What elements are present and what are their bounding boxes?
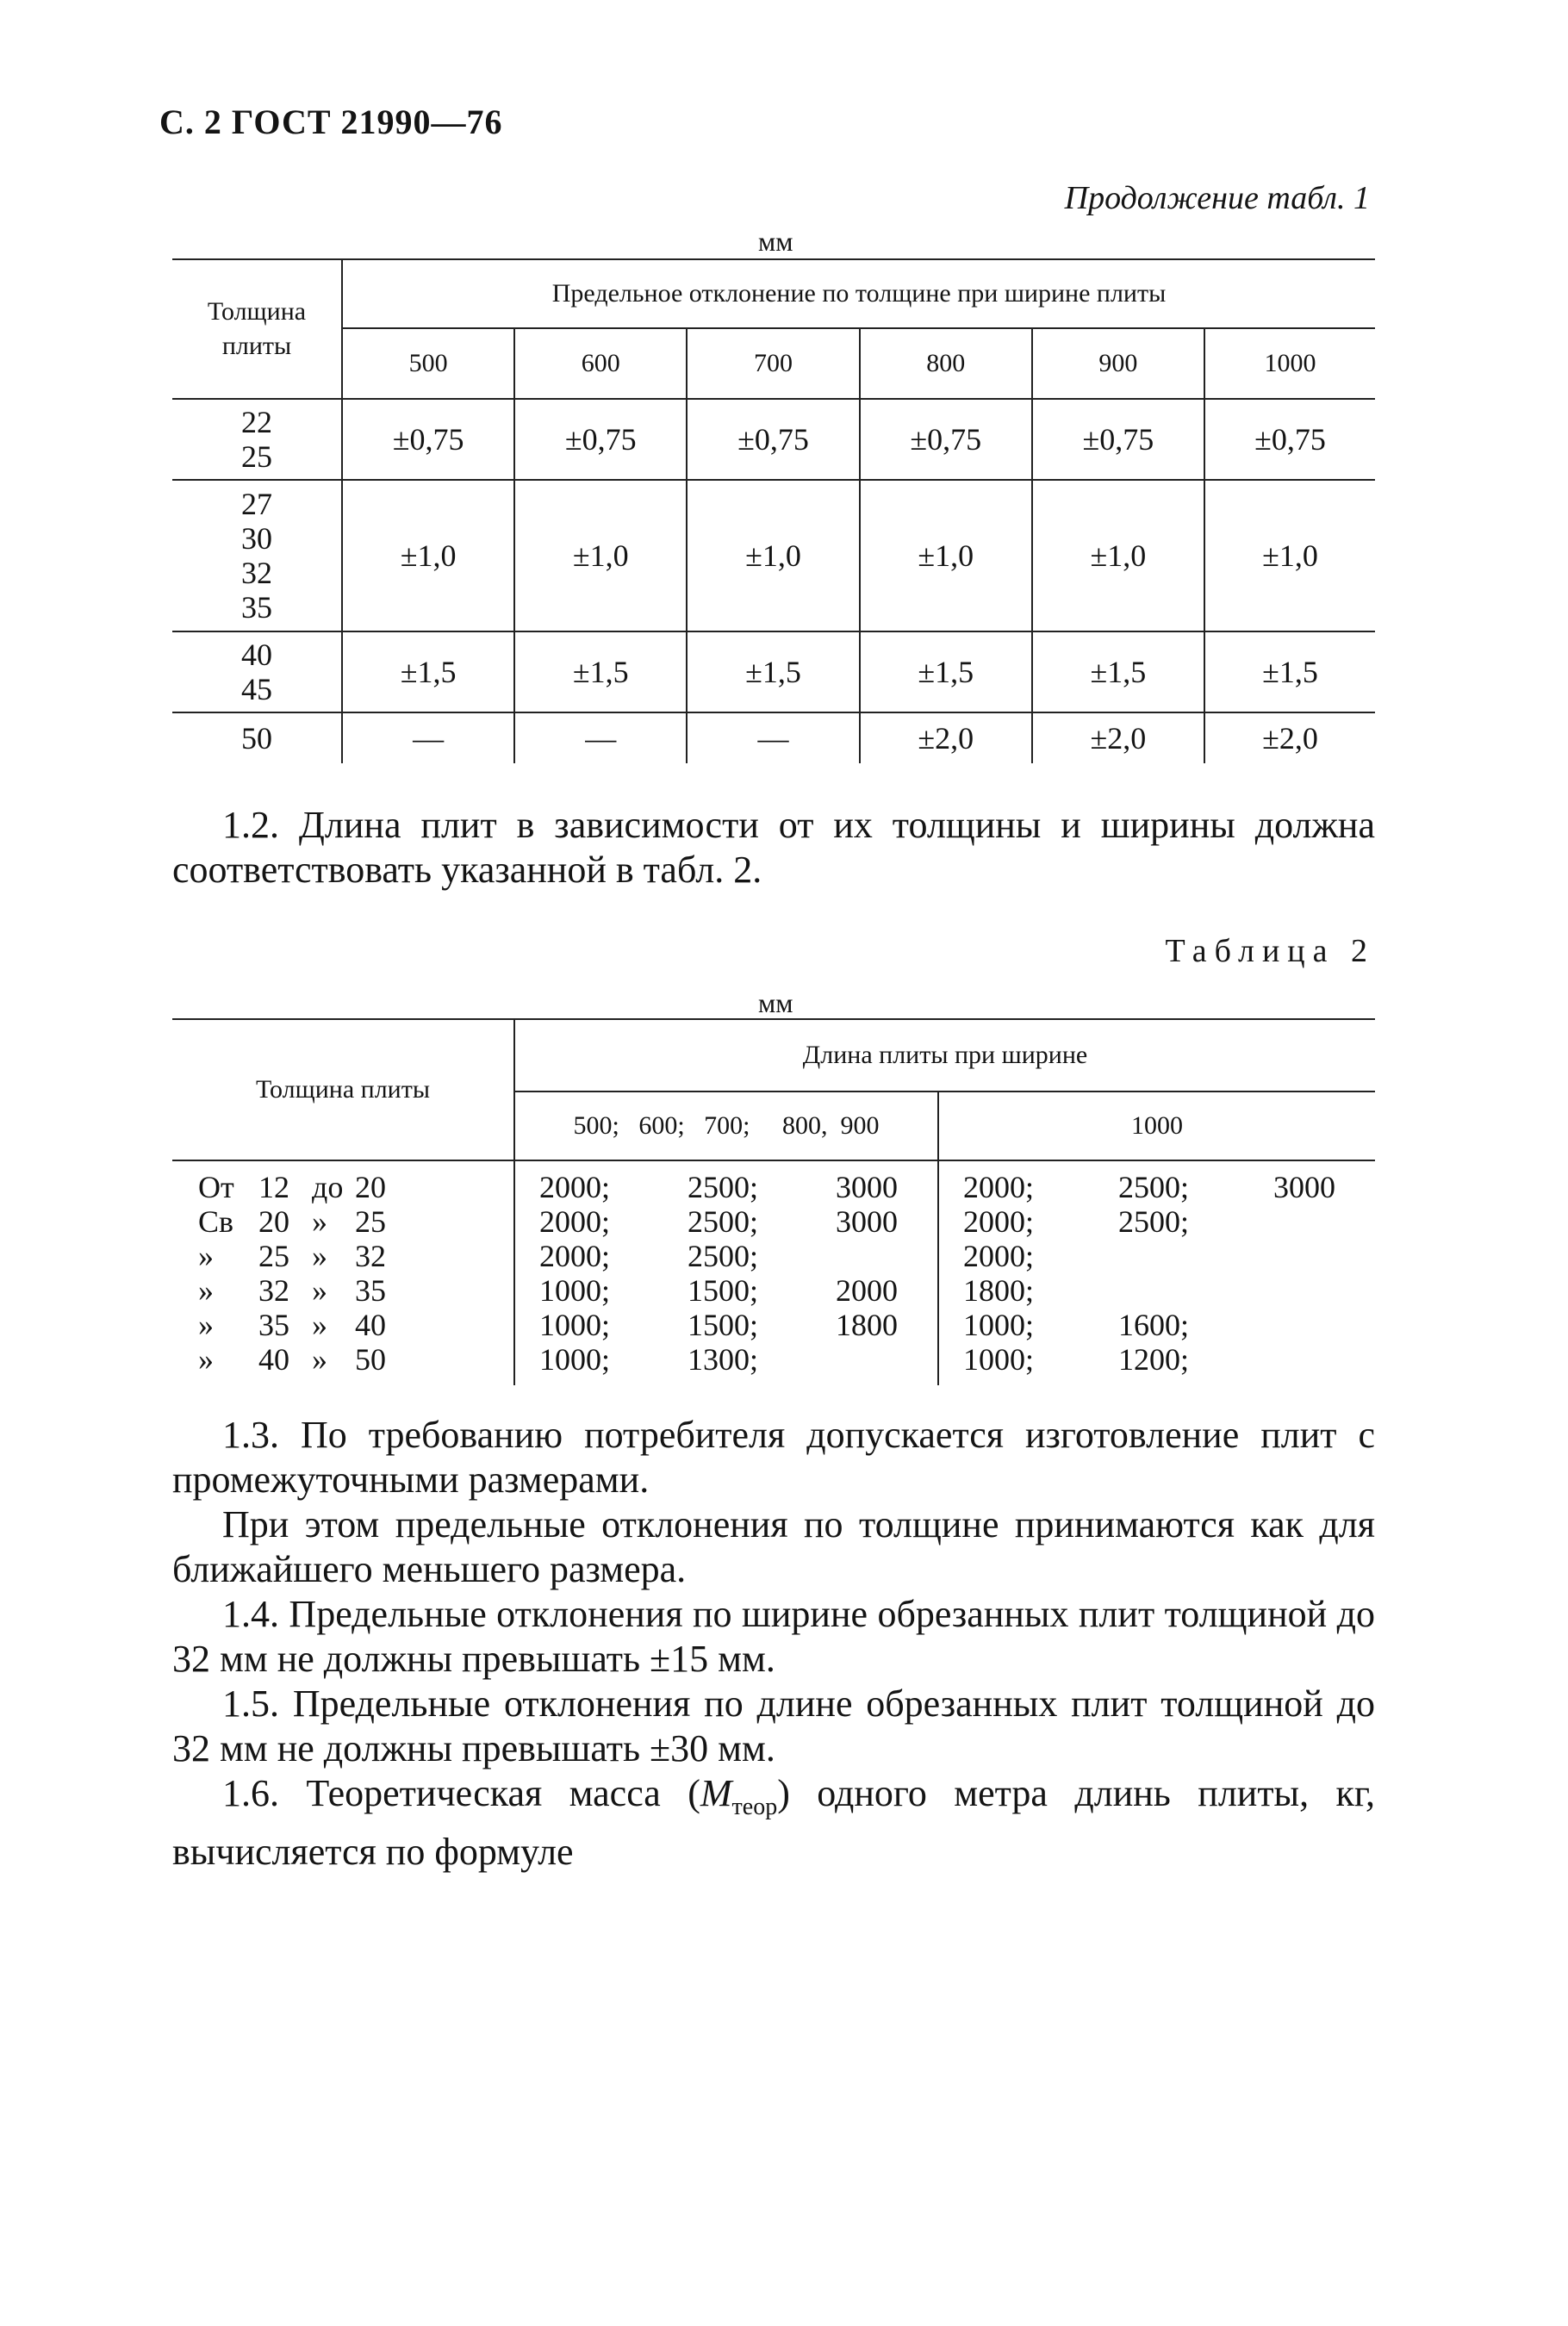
table-row [172,399,1375,480]
table1-deviation-cell: — [514,712,687,763]
table2-length-values [939,1239,1375,1273]
table-row [172,712,1375,763]
length-value [1273,1342,1351,1377]
table2-title: Таблица 2 [1165,933,1375,969]
length-value: 2000; [539,1204,611,1239]
table1-thickness-cell [172,480,342,631]
thickness-value: 35 [241,590,272,625]
thickness-range-part: Св [198,1204,234,1239]
table1-width-700: 700 [687,328,859,399]
thickness-range-part: 25 [355,1204,386,1239]
table2-thickness-range [172,1204,513,1239]
length-value: 1500; [688,1273,759,1308]
thickness-range-part: » [198,1239,214,1273]
table1-deviation-cell: ±1,5 [1204,631,1375,712]
table1-deviation-cell: — [342,712,514,763]
table1-deviation-cell: — [687,712,859,763]
length-value: 2000; [963,1170,1035,1204]
table1-deviation-cell: ±2,0 [860,712,1032,763]
table2-unit: мм [758,987,793,1018]
length-value: 1000; [963,1342,1035,1377]
table2-length-values [939,1273,1375,1308]
table1-unit: мм [758,226,793,257]
table2-length-values [939,1170,1375,1204]
paragraph-1-6 [172,1771,1375,1875]
table1-thickness-cell [172,712,342,763]
length-value: 1000; [963,1308,1035,1342]
table1-deviation-cell: ±1,0 [687,480,859,631]
length-value: 2500; [1118,1170,1190,1204]
table2-length-values [939,1308,1375,1342]
thickness-range-part: » [312,1204,327,1239]
length-value: 1000; [539,1342,611,1377]
page-header: С. 2 ГОСТ 21990—76 [159,103,503,141]
length-value: 1300; [688,1342,759,1377]
table2-length-values [515,1239,937,1273]
length-value: 2000; [539,1239,611,1273]
table-2 [172,1018,1375,1385]
paragraph-1-2: 1.2. Длина плит в зависимости от их толщины и ширины должна соответствовать указанной в табл. 2. [172,804,1375,891]
length-value: 1000; [539,1273,611,1308]
thickness-range-part: 40 [355,1308,386,1342]
table1-deviation-cell: ±1,5 [342,631,514,712]
length-value: 2000; [539,1170,611,1204]
table2-length-values [515,1273,937,1308]
table2-length-values [515,1204,937,1239]
table1-width-row [172,328,1375,399]
thickness-range-part: 35 [258,1308,289,1342]
thickness-range-part: 25 [258,1239,289,1273]
table-continuation-note: Продолжение табл. 1 [1064,180,1370,216]
table1-deviation-cell: ±0,75 [860,399,1032,480]
thickness-range-part: 35 [355,1273,386,1308]
table1-header-group: Предельное отклонение по толщине при ширине плиты [342,259,1375,328]
table1-width-600: 600 [514,328,687,399]
length-value [836,1239,913,1273]
thickness-range-part: » [198,1308,214,1342]
thickness-range-part: » [198,1273,214,1308]
length-value [1118,1239,1239,1273]
mass-symbol: M [700,1772,732,1814]
length-value: 3000 [836,1170,898,1204]
length-value: 2000 [836,1273,898,1308]
table1-deviation-cell: ±2,0 [1204,712,1375,763]
table2-values-1000 [938,1160,1375,1385]
thickness-range-part: » [198,1342,214,1377]
thickness-value: 50 [241,721,272,756]
paragraph-1-3: 1.3. По требованию потребителя допускается изготовление плит с промежуточными размерами. [172,1414,1375,1501]
table1-deviation-cell: ±1,0 [860,480,1032,631]
table1-deviation-cell: ±0,75 [342,399,514,480]
thickness-value: 32 [241,556,272,590]
table2-header-thickness: Толщина плиты [172,1019,514,1160]
table2-thickness-range [172,1308,513,1342]
table1-header-thickness: Толщина плиты [172,259,342,399]
length-value: 1200; [1118,1342,1190,1377]
paragraph-1-3-continued: При этом предельные отклонения по толщине принимаются как для ближайшего меньшего размера. [172,1503,1375,1590]
table2-subheader-1000: 1000 [938,1091,1375,1160]
table2-values-narrow [514,1160,938,1385]
table2-subheader-narrow: 500; 600; 700; 800, 900 [514,1091,938,1160]
length-value: 2000; [963,1204,1035,1239]
length-value: 1800; [963,1273,1035,1308]
thickness-range-part: » [312,1273,327,1308]
table1-deviation-cell: ±0,75 [1204,399,1375,480]
thickness-value: 25 [241,439,272,474]
table2-length-values [939,1204,1375,1239]
thickness-range-part: 20 [258,1204,289,1239]
table1-deviation-cell: ±2,0 [1032,712,1204,763]
para-1-6-after: ) одного метра длинь плиты, кг, вычисляется по формуле [172,1772,1375,1873]
table1-deviation-cell: ±1,5 [860,631,1032,712]
length-value [836,1342,913,1377]
table2-thickness-column [172,1160,514,1385]
table1-deviation-cell: ±1,5 [687,631,859,712]
length-value: 1800 [836,1308,898,1342]
table1-deviation-cell: ±0,75 [687,399,859,480]
table1-width-1000: 1000 [1204,328,1375,399]
table1-width-900: 900 [1032,328,1204,399]
thickness-range-part: 40 [258,1342,289,1377]
thickness-range-part: 32 [355,1239,386,1273]
thickness-value: 22 [241,405,272,439]
length-value: 1000; [539,1308,611,1342]
thickness-range-part: » [312,1239,327,1273]
table1-deviation-cell: ±1,5 [514,631,687,712]
thickness-range-part: 50 [355,1342,386,1377]
paragraph-1-5: 1.5. Предельные отклонения по длине обрезанных плит толщиной до 32 мм не должны превышать ±30 мм. [172,1682,1375,1769]
length-value [1273,1308,1351,1342]
table1-width-800: 800 [860,328,1032,399]
thickness-range-part: » [312,1308,327,1342]
thickness-range-part: до [312,1170,344,1204]
thickness-range-part: 32 [258,1273,289,1308]
table2-length-values [939,1342,1375,1377]
length-value [1118,1273,1239,1308]
table2-length-values [515,1308,937,1342]
table1-deviation-cell: ±1,0 [1032,480,1204,631]
table1-deviation-cell: ±1,0 [514,480,687,631]
thickness-value: 30 [241,521,272,556]
thickness-value: 45 [241,672,272,706]
length-value: 2500; [688,1170,759,1204]
thickness-range-part: От [198,1170,234,1204]
length-value [1273,1239,1351,1273]
length-value: 3000 [1273,1170,1335,1204]
para-1-6-before: 1.6. Теоретическая масса ( [222,1772,700,1814]
table-1 [172,258,1375,763]
mass-subscript: теор [731,1793,778,1820]
length-value: 2000; [963,1239,1035,1273]
length-value: 2500; [688,1239,759,1273]
paragraph-1-4: 1.4. Предельные отклонения по ширине обрезанных плит толщиной до 32 мм не должны превышать ±15 мм. [172,1593,1375,1680]
length-value: 1500; [688,1308,759,1342]
table1-deviation-cell: ±0,75 [514,399,687,480]
table1-thickness-cell [172,631,342,712]
thickness-value: 27 [241,487,272,521]
length-value [1273,1273,1351,1308]
table2-thickness-range [172,1273,513,1308]
table2-thickness-range [172,1239,513,1273]
length-value: 2500; [1118,1204,1190,1239]
table2-thickness-range [172,1342,513,1377]
table1-deviation-cell: ±1,0 [342,480,514,631]
table2-length-values [515,1170,937,1204]
table1-deviation-cell: ±1,0 [1204,480,1375,631]
length-value: 3000 [836,1204,898,1239]
table1-deviation-cell: ±0,75 [1032,399,1204,480]
length-value: 2500; [688,1204,759,1239]
thickness-value: 40 [241,637,272,672]
table1-thickness-cell [172,399,342,480]
table-row [172,480,1375,631]
table1-width-500: 500 [342,328,514,399]
table2-length-values [515,1342,937,1377]
table2-header-group: Длина плиты при ширине [514,1019,1375,1091]
length-value [1273,1204,1351,1239]
table-row [172,631,1375,712]
thickness-range-part: 12 [258,1170,289,1204]
table1-deviation-cell: ±1,5 [1032,631,1204,712]
thickness-range-part: » [312,1342,327,1377]
table2-thickness-range [172,1170,513,1204]
thickness-range-part: 20 [355,1170,386,1204]
length-value: 1600; [1118,1308,1190,1342]
